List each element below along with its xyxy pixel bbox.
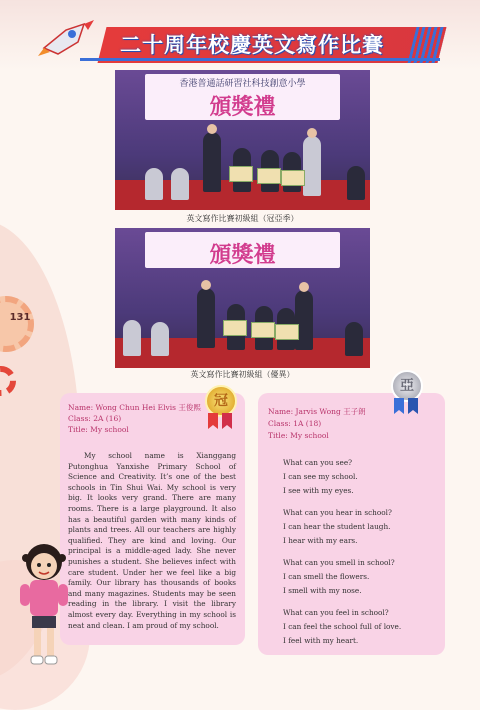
award-photo-2: [115, 228, 370, 368]
rocket-icon: [36, 18, 96, 58]
poem-line: What can you see?: [283, 458, 353, 467]
ribbon-icon: [222, 413, 232, 429]
audience-figure: [145, 168, 163, 200]
poem-stanza: [283, 456, 433, 498]
poem-line: I can see my school.: [283, 472, 358, 481]
entry-right-title: Title: My school: [268, 431, 329, 440]
poem-line: What can you smell in school?: [283, 558, 395, 567]
audience-figure: [171, 168, 189, 200]
entry-left-name: Name: Wong Chun Hei Elvis 王俊熙: [68, 403, 201, 412]
poem-stanza: [283, 606, 433, 648]
person-head: [207, 124, 217, 134]
silver-medal-icon: 亞: [391, 370, 423, 402]
certificate: [223, 320, 247, 336]
backdrop-school-name: 香港普通話研習社科技創意小學: [179, 79, 306, 89]
poem-line: I can hear the student laugh.: [283, 522, 391, 531]
certificate: [229, 166, 253, 182]
certificate: [251, 322, 275, 338]
poem-line: I can smell the flowers.: [283, 572, 370, 581]
page-number: 131: [9, 312, 31, 323]
entry-left-class: Class: 2A (16): [68, 414, 122, 423]
poem-line: I feel with my heart.: [283, 636, 359, 645]
person-head: [299, 282, 309, 292]
person-figure: [197, 288, 215, 348]
entry-right-poem: [283, 456, 433, 656]
audience-figure: [347, 166, 365, 200]
entry-right-name: Name: Jarvis Wong 王子朗: [268, 407, 366, 416]
poem-stanza: [283, 506, 433, 548]
ceremony-backdrop: [145, 74, 340, 120]
photo-caption-1: 英文寫作比賽初級組（冠亞季）: [186, 214, 299, 223]
audience-figure: [123, 320, 141, 356]
poem-line: I see with my eyes.: [283, 486, 354, 495]
person-figure: [303, 136, 321, 196]
poem-line: What can you feel in school?: [283, 608, 389, 617]
entry-left-body: My school name is Xianggang Putonghua Yanxishe Primary School of Science and Creativity. It’s one of the best schools in Tin Shui Wai. My school is very big. It looks very grand. There are many rooms. There is a large playground. It also has a beautiful garden with many kinds of plants and trees. All our teachers are highly qualified. They are kind and loving. Our principal is a middle-aged lady. She never punishes a student. She believes infect with care student. Under her we feel like a big family. Our library has thousands of books and many magazines. Students may be seen reading in the library. I visit the library almost every day. Everything in my school is neat and clean. I am proud of my school.: [68, 451, 236, 630]
entry-right-class: Class: 1A (18): [268, 419, 322, 428]
ceremony-backdrop: [145, 232, 340, 268]
poem-line: I can feel the school full of love.: [283, 622, 402, 631]
audience-figure: [345, 322, 363, 356]
backdrop-title: 頒獎禮: [209, 243, 276, 268]
certificate: [275, 324, 299, 340]
person-figure: [295, 290, 313, 350]
poem-line: What can you hear in school?: [283, 508, 392, 517]
poem-line: I hear with my ears.: [283, 536, 358, 545]
gold-medal-icon: 冠: [205, 385, 237, 417]
person-head: [307, 128, 317, 138]
person-head: [201, 280, 211, 290]
person-figure: [203, 132, 221, 192]
cartoon-girl-illustration: [14, 540, 74, 670]
ribbon-icon: [408, 398, 418, 414]
ribbon-icon: [394, 398, 404, 414]
ribbon-icon: [208, 413, 218, 429]
entry-left-title: Title: My school: [68, 425, 129, 434]
poem-line: I smell with my nose.: [283, 586, 362, 595]
certificate: [257, 168, 281, 184]
audience-figure: [151, 322, 169, 356]
page-title: 二十周年校慶英文寫作比賽: [120, 33, 384, 57]
certificate: [281, 170, 305, 186]
award-photo-1: [115, 70, 370, 210]
backdrop-title: 頒獎禮: [209, 95, 276, 120]
poem-stanza: [283, 556, 433, 598]
photo-caption-2: 英文寫作比賽初級組（優異）: [190, 370, 295, 379]
